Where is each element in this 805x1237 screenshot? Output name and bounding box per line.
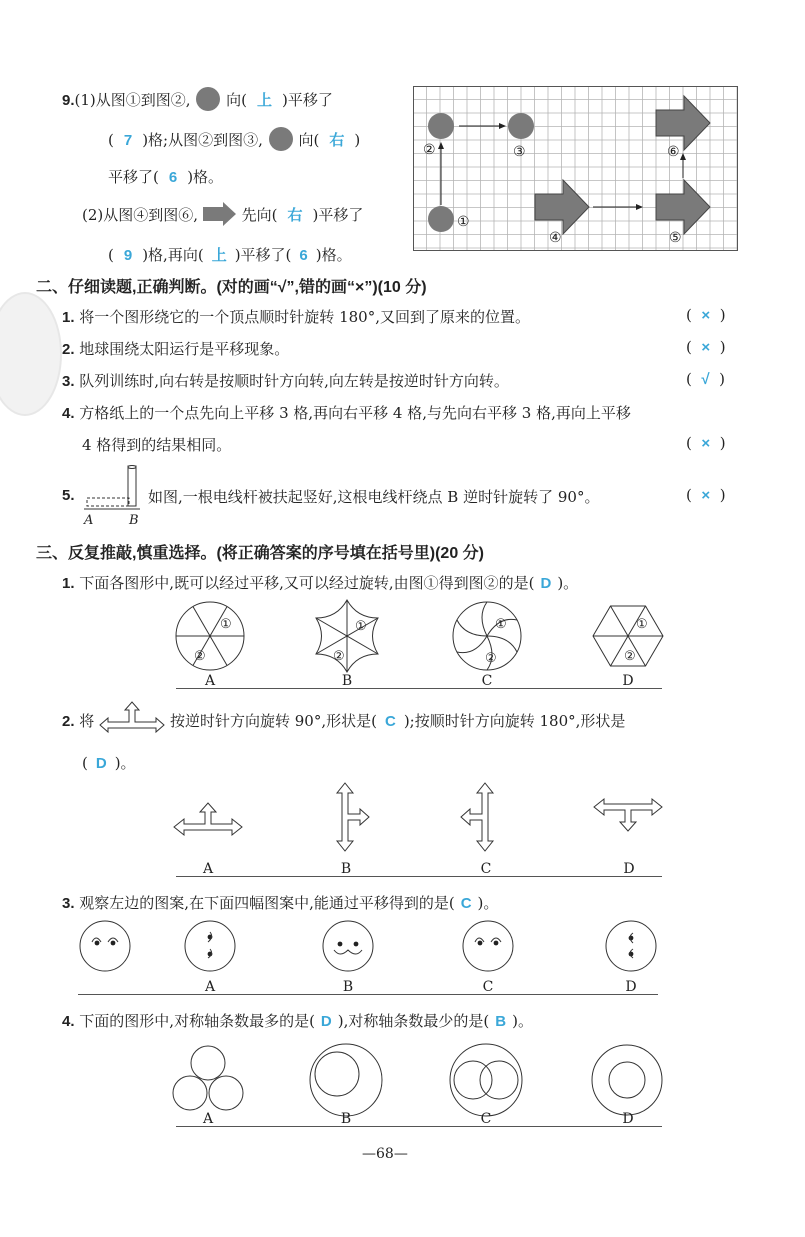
svg-text:①: ① (355, 619, 367, 634)
svg-text:①: ① (636, 617, 648, 632)
q4-option-b: B (340, 1111, 352, 1127)
q1-option-b: B (341, 673, 353, 689)
point-b-label: B (129, 513, 139, 528)
q9-line3: 平移了( 6 )格。 (108, 168, 224, 186)
q1-option-a-figure (176, 602, 244, 670)
arrow-shape-icon (203, 202, 237, 226)
q4-option-d-figure (592, 1045, 662, 1115)
judge-item-4-cont: 4 格得到的结果相同。 (82, 436, 232, 454)
judge-item-1: 1. 将一个图形绕它的一个顶点顺时针旋转 180°,又回到了原来的位置。 (62, 308, 530, 326)
label-6: ⑥ (667, 144, 680, 160)
q3-option-c-face (463, 921, 513, 971)
q3-baseline (78, 994, 658, 995)
q9-line2: ( 7 )格;从图②到图③, 向( 右 ) (108, 128, 360, 154)
label-1: ① (457, 214, 470, 230)
q1-option-c: C (481, 673, 493, 689)
judge-item-4: 4. 方格纸上的一个点先向上平移 3 格,再向右平移 4 格,与先向右平移 3 格,再向上平移 (62, 404, 631, 422)
q1-option-b-figure (316, 600, 378, 672)
q1-option-a: A (204, 673, 216, 689)
label-5: ⑤ (669, 230, 682, 246)
q9-part2-line1: (2)从图④到图⑥, 先向( 右 )平移了 (82, 204, 363, 228)
arrow-shape-4 (535, 180, 589, 234)
q2-option-b: B (340, 861, 352, 877)
q3-original-face (80, 921, 130, 971)
q1-option-c-figure (453, 602, 521, 670)
label-4: ④ (549, 230, 562, 246)
q3-option-a-face (185, 921, 235, 971)
q9-line1: 9.(1)从图①到图②, 向( 上 )平移了 (62, 88, 333, 114)
choice-q2-text: 按逆时针方向旋转 90°,形状是( C );按顺时针方向旋转 180°,形状是 (170, 712, 626, 730)
label-2: ② (423, 142, 436, 158)
q2-baseline (176, 876, 662, 877)
choice-q2-line2: ( D )。 (82, 754, 136, 772)
judge-answer-4: ( × ) (686, 434, 726, 452)
q1-figures (172, 600, 662, 680)
q3-option-c: C (482, 979, 494, 995)
q9-part2-line2: ( 9 )格,再向( 上 )平移了( 6 )格。 (108, 246, 352, 264)
judge-item-5-num: 5. (62, 487, 75, 504)
q1-baseline (176, 688, 662, 689)
q2-option-c: C (480, 861, 492, 877)
svg-text:②: ② (624, 649, 636, 664)
judge-answer-3: ( √ ) (686, 370, 726, 388)
q3-option-b: B (342, 979, 354, 995)
q2-option-d-figure (594, 799, 662, 831)
circle-shape-icon (268, 126, 294, 152)
pole-figure (84, 466, 144, 526)
judge-answer-2: ( × ) (686, 338, 726, 356)
circle-1 (428, 206, 454, 232)
q3-figures (78, 918, 678, 988)
judge-item-3: 3. 队列训练时,向右转是按顺时针方向转,向左转是按逆时针方向转。 (62, 372, 509, 390)
q2-option-d: D (623, 861, 635, 877)
circle-shape-icon (195, 86, 221, 112)
judge-item-2: 2. 地球围绕太阳运行是平移现象。 (62, 340, 290, 358)
q4-option-c: C (480, 1111, 492, 1127)
q2-option-a: A (202, 861, 214, 877)
svg-text:①: ① (495, 617, 507, 632)
choice-q1: 1. 下面各图形中,既可以经过平移,又可以经过旋转,由图①得到图②的是( D )。 (62, 574, 579, 592)
q3-option-d-face (606, 921, 656, 971)
q3-option-a: A (204, 979, 216, 995)
q3-option-d: D (625, 979, 637, 995)
page-number: —68— (362, 1146, 408, 1162)
q4-option-c-figure (450, 1044, 522, 1116)
svg-text:①: ① (220, 617, 232, 632)
judge-answer-1: ( × ) (686, 306, 726, 324)
label-3: ③ (513, 144, 526, 160)
q4-option-d: D (622, 1111, 634, 1127)
choice-q3: 3. 观察左边的图案,在下面四幅图案中,能通过平移得到的是( C )。 (62, 894, 499, 912)
q1-option-d-figure (593, 606, 663, 666)
q2-option-a-figure (174, 803, 242, 835)
q2-figures (170, 782, 670, 862)
section2-title: 二、仔细读题,正确判断。(对的画“√”,错的画“×”)(10 分) (36, 279, 427, 296)
section3-title: 三、反复推敲,慎重选择。(将正确答案的序号填在括号里)(20 分) (36, 545, 485, 562)
translation-grid-figure (413, 86, 738, 251)
watermark-stamp (0, 292, 62, 416)
choice-q2: 2. 将 (62, 712, 95, 730)
q4-option-a: A (202, 1111, 214, 1127)
q1-option-d: D (622, 673, 634, 689)
circle-2 (428, 113, 454, 139)
svg-text:②: ② (485, 651, 497, 666)
svg-text:②: ② (194, 649, 206, 664)
q4-option-b-figure (310, 1044, 382, 1116)
judge-item-5-text: 如图,一根电线杆被扶起竖好,这根电线杆绕点 B 逆时针旋转了 90°。 (148, 488, 600, 506)
q2-option-c-figure (461, 783, 493, 851)
judge-answer-5: ( × ) (686, 486, 726, 504)
q4-figures (170, 1036, 670, 1126)
svg-text:②: ② (333, 649, 345, 664)
choice-q4: 4. 下面的图形中,对称轴条数最多的是( D ),对称轴条数最少的是( B )。 (62, 1012, 533, 1030)
t-arrow-shape-icon (98, 700, 168, 740)
point-a-label: A (84, 513, 94, 528)
circle-3 (508, 113, 534, 139)
q4-baseline (176, 1126, 662, 1127)
q2-option-b-figure (337, 783, 369, 851)
q3-option-b-face (323, 921, 373, 971)
q4-option-a-figure (173, 1046, 243, 1110)
